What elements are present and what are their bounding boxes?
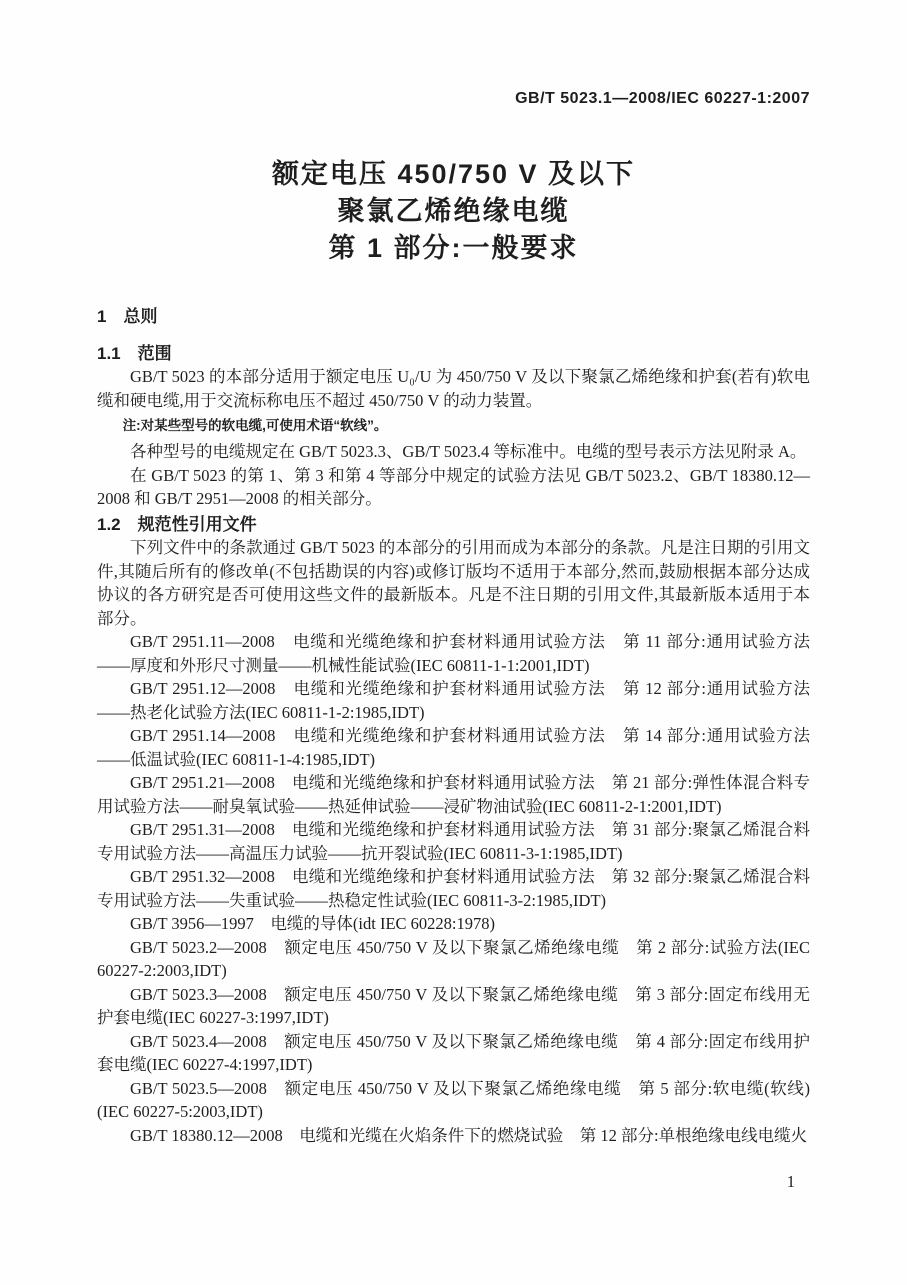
reference-item: GB/T 5023.5—2008 额定电压 450/750 V 及以下聚氯乙烯绝缘电缆 第 5 部分:软电缆(软线)(IEC 60227-5:2003,IDT) [97,1078,810,1121]
section-1-1-paragraph-3: 在 GB/T 5023 的第 1、第 3 和第 4 等部分中规定的试验方法见 GB/T 5023.2、GB/T 18380.12—2008 和 GB/T 2951—2008 的相关部分。 [97,465,810,508]
document-title [97,156,810,267]
reference-item: GB/T 2951.32—2008 电缆和光缆绝缘和护套材料通用试验方法 第 32 部分:聚氯乙烯混合料专用试验方法——失重试验——热稳定性试验(IEC 60811-3-2:1985,IDT) [97,867,810,910]
title-line-3: 第 1 部分:一般要求 [328,233,579,263]
reference-item: GB/T 2951.31—2008 电缆和光缆绝缘和护套材料通用试验方法 第 31 部分:聚氯乙烯混合料专用试验方法——高温压力试验——抗开裂试验(IEC 60811-3-1:1985,IDT) [97,820,810,863]
reference-item: GB/T 2951.11—2008 电缆和光缆绝缘和护套材料通用试验方法 第 11 部分:通用试验方法——厚度和外形尺寸测量——机械性能试验(IEC 60811-1-1:2001,IDT) [97,632,810,675]
section-1-heading: 1 总则 [97,307,158,326]
section-1-1-paragraph-1: GB/T 5023 的本部分适用于额定电压 U₀/U 为 450/750 V 及以下聚氯乙烯绝缘和护套(若有)软电缆和硬电缆,用于交流标称电压不超过 450/750 V 的动力装置。 [97,367,810,410]
reference-item: GB/T 2951.12—2008 电缆和光缆绝缘和护套材料通用试验方法 第 12 部分:通用试验方法——热老化试验方法(IEC 60811-1-2:1985,IDT) [97,679,810,722]
reference-item: GB/T 5023.2—2008 额定电压 450/750 V 及以下聚氯乙烯绝缘电缆 第 2 部分:试验方法(IEC 60227-2:2003,IDT) [97,937,810,980]
section-1-1-paragraph-2: 各种型号的电缆规定在 GB/T 5023.3、GB/T 5023.4 等标准中。电缆的型号表示方法见附录 A。 [130,442,807,461]
reference-item: GB/T 2951.21—2008 电缆和光缆绝缘和护套材料通用试验方法 第 21 部分:弹性体混合料专用试验方法——耐臭氧试验——热延伸试验——浸矿物油试验(IEC 60811-2-1:2001,IDT) [97,773,810,816]
section-1-2-heading: 1.2 规范性引用文件 [97,514,257,534]
reference-item: GB/T 18380.12—2008 电缆和光缆在火焰条件下的燃烧试验 第 12 部分:单根绝缘电线电缆火 [130,1125,808,1145]
reference-item: GB/T 5023.3—2008 额定电压 450/750 V 及以下聚氯乙烯绝缘电缆 第 3 部分:固定布线用无护套电缆(IEC 60227-3:1997,IDT) [97,984,810,1027]
reference-item: GB/T 3956—1997 电缆的导体(idt IEC 60228:1978) [130,914,495,933]
section-1-2-paragraph-1: 下列文件中的条款通过 GB/T 5023 的本部分的引用而成为本部分的条款。凡是注日期的引用文件,其随后所有的修改单(不包括勘误的内容)或修订版均不适用于本部分,然而,鼓励根据本部分达成协议的各方研究是否可使用这些文件的最新版本。凡是不注日期的引用文件,其最新版本适用于本部分。 [97,538,810,628]
title-line-2: 聚氯乙烯绝缘电缆 [337,196,570,226]
reference-item: GB/T 2951.14—2008 电缆和光缆绝缘和护套材料通用试验方法 第 14 部分:通用试验方法——低温试验(IEC 60811-1-4:1985,IDT) [97,726,810,769]
section-1-1-heading: 1.1 范围 [97,343,172,363]
section-1-1-note: 注:对某些型号的软电缆,可使用术语“软线”。 [122,418,388,433]
standard-code-header: GB/T 5023.1—2008/IEC 60227-1:2007 [515,90,810,107]
title-line-1: 额定电压 450/750 V 及以下 [271,159,636,189]
page-number: 1 [786,1172,795,1191]
reference-item: GB/T 5023.4—2008 额定电压 450/750 V 及以下聚氯乙烯绝缘电缆 第 4 部分:固定布线用护套电缆(IEC 60227-4:1997,IDT) [97,1031,810,1074]
normative-references-list [97,630,810,1147]
